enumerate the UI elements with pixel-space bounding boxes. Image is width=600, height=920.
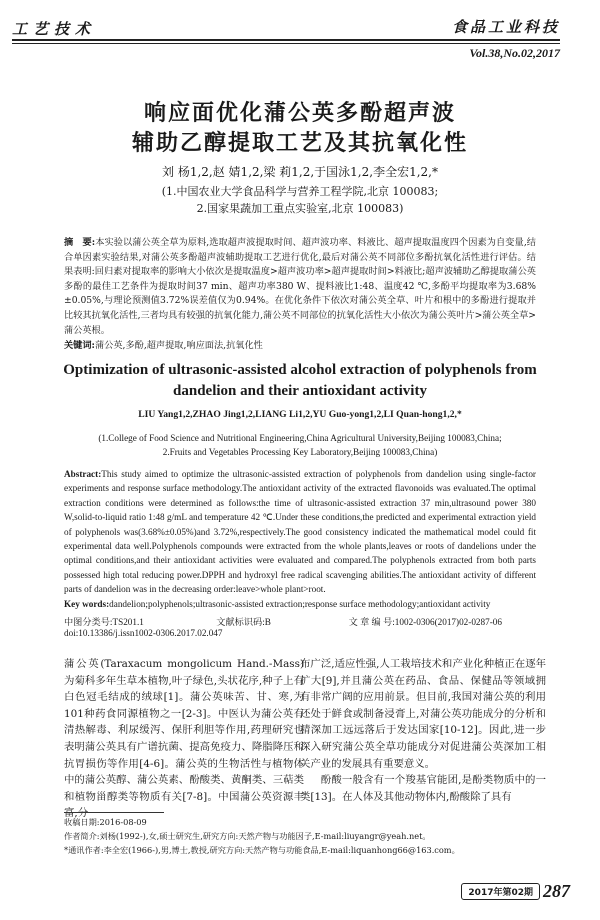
authors-en: LIU Yang1,2,ZHAO Jing1,2,LIANG Li1,2,YU Guo-yong1,2,LI Quan-hong1,2,*: [138, 409, 462, 420]
abstract-en-label: Abstract:: [64, 469, 102, 479]
affiliation-en: [50, 431, 550, 459]
volume-info: Vol.38,No.02,2017: [469, 46, 560, 60]
abstract-cn-label: 摘 要:: [64, 237, 96, 248]
authors-cn: 刘 杨1,2,赵 婧1,2,梁 莉1,2,于国泳1,2,李全宏1,2,*: [162, 165, 438, 179]
title-cn-line-2: 辅助乙醇提取工艺及其抗氧化性: [131, 131, 468, 156]
keywords-en-text: dandelion;polyphenols;ultrasonic-assisted extraction;response surface methodology;antioxidant activity: [109, 599, 491, 609]
footnote-received: 收稿日期:2016-08-09: [64, 817, 147, 827]
affiliation-en-1: (1.College of Food Science and Nutritional Engineering,China Agricultural University,Beijing 100083,China;: [98, 433, 502, 443]
keywords-en-label: Key words:: [64, 599, 110, 609]
classification-meta: [64, 614, 536, 628]
affiliation-cn-1: (1.中国农业大学食品科学与营养工程学院,北京 100083;: [161, 185, 439, 198]
issue-label: 2017年第02期: [461, 883, 540, 900]
document-code: 文献标识码:B: [216, 617, 271, 627]
abstract-cn-text: 本实验以蒲公英全草为原料,选取超声波提取时间、超声波功率、料液比、超声提取温度四个因素为自变量,结合单因素实验结果,对蒲公英多酚超声波辅助提取工艺进行优化,最后对蒲公英不同部位多酚抗氧化活性进行评估。结果表明:回归素对提取率的影响大小依次是提取温度>超声波功率>超声提取时间>料液比;超声波辅助乙醇提取蒲公英多酚的最佳工艺条件为提取时间37 min、超声功率380 W、提料液比1:48、温度42 ℃,多酚平均提取率为3.68%±0.05%,与理论预测值3.72%误差值仅为0.94%。在优化条件下依次对蒲公英全草、叶片和根中的多酚进行提取并比较其抗氧化活性,三者均具有较强的抗氧化能力,蒲公英不同部位的抗氧化活性大小依次为蒲公英叶片>蒲公英全草>蒲公英根。: [64, 237, 536, 336]
footnote-rule: [64, 812, 164, 813]
body-paragraph-2: 酚酸一般含有一个羧基官能团,是酚类物质中的一类[13]。在人体及其他动物体内,酚酸除了具有: [300, 774, 546, 803]
keywords-en: [64, 599, 536, 609]
body-column-left: 蒲公英(Taraxacum mongolicum Hand.-Mass)为菊科多年生草本植物,叶子绿色,头状花序,种子上有白色冠毛结成的绒球[1]。蒲公英味苦、甘、寒,为101种药食同源植物之一[2-3]。中医认为蒲公英有清热解毒、利尿缓泻、保肝利胆等作用,药理研究也表明蒲公英具有广谱抗菌、提高免疫力、降脂降压和抗胃损伤等作用[4-6]。蒲公英的生物活性与植物体中的蒲公英醇、蒲公英素、酚酸类、黄酮类、三萜类和植物甾醇类等物质有关[7-8]。中国蒲公英资源丰富,分: [64, 658, 304, 820]
journal-name: 食品工业科技: [451, 18, 560, 36]
footnote-corresponding: *通讯作者:李全宏(1966-),男,博士,教授,研究方向:天然产物与功能食品,E-mail:liquanhong66@163.com。: [64, 845, 460, 855]
page-number: 287: [543, 881, 570, 901]
page-footer: [461, 881, 570, 902]
header-rule: [12, 39, 560, 41]
title-en: Optimization of ultrasonic-assisted alcohol extraction of polyphenols from dandelion and their antioxidant activity: [63, 362, 537, 399]
affiliation-en-2: 2.Fruits and Vegetables Processing Key Laboratory,Beijing 100083,China): [162, 447, 438, 457]
doi: doi:10.13386/j.issn1002-0306.2017.02.047: [64, 628, 223, 638]
article-number: 文 章 编 号:1002-0306(2017)02-0287-06: [348, 617, 502, 627]
header-rule-thin: [12, 43, 560, 44]
body-paragraph-1: 布广泛,适应性强,人工栽培技术和产业化种植正在逐年扩大[9],并且蒲公英在药品、食品、保健品等领域拥有非常广阔的应用前景。但目前,我国对蒲公英的利用还处于鲜食或制备浸膏上,对蒲公英功能成分的分析和精深加工远远落后于发达国家[10-12]。因此,进一步深入研究蒲公英全草功能成分对促进蒲公英深加工相关产业的发展具有重要意义。: [300, 658, 546, 770]
keywords-cn-label: 关键词:: [64, 340, 95, 351]
keywords-cn-text: 蒲公英,多酚,超声提取,响应面法,抗氧化性: [94, 340, 263, 351]
footnote-author: 作者简介:刘杨(1992-),女,硕士研究生,研究方向:天然产物与功能因子,E-mail:liuyangr@yeah.net。: [64, 831, 431, 841]
title-cn-line-1: 响应面优化蒲公英多酚超声波: [143, 101, 456, 126]
affiliation-cn-2: 2.国家果蔬加工重点实验室,北京 100083): [196, 202, 404, 215]
clc-number: 中图分类号:TS201.1: [64, 617, 144, 627]
section-label: 工艺技术: [12, 20, 97, 38]
abstract-en-text: This study aimed to optimize the ultrasonic-assisted extraction of polyphenols from dandelion using single-factor experiments and response surface methodology.The antioxidant activity of the extracted flavonoids was evaluated.The optimal extraction conditions were determined as follows:the time of ultrasonic-assisted extraction 37 min,ultrasound power 380 W,solid-to-liquid ratio 1:48 g/mL and temperature 42 ℃.Under these conditions,the predicted and experimental extraction yield of polyphenols was(3.68%±0.05%)and 3.72%,respectively.The good consistency indicated the mathematical model could fit experimental data well.Polyphenols compounds were extracted from the whole plants,leaves or roots of dandelions under the optimal conditions,and their antioxidant activities were evaluated and compared.The polyphenols extracted from both parts possessed high total reducing power.DPPH and hydroxyl free radical scavenging abilities.The antioxidant activity of different parts of dandelion was in the decreasing order:leave>whole plant>root.: [64, 469, 536, 595]
body-column-right: [300, 656, 546, 805]
keywords-cn: [64, 337, 536, 351]
abstract-en: [64, 467, 536, 597]
abstract-cn: [64, 236, 536, 338]
